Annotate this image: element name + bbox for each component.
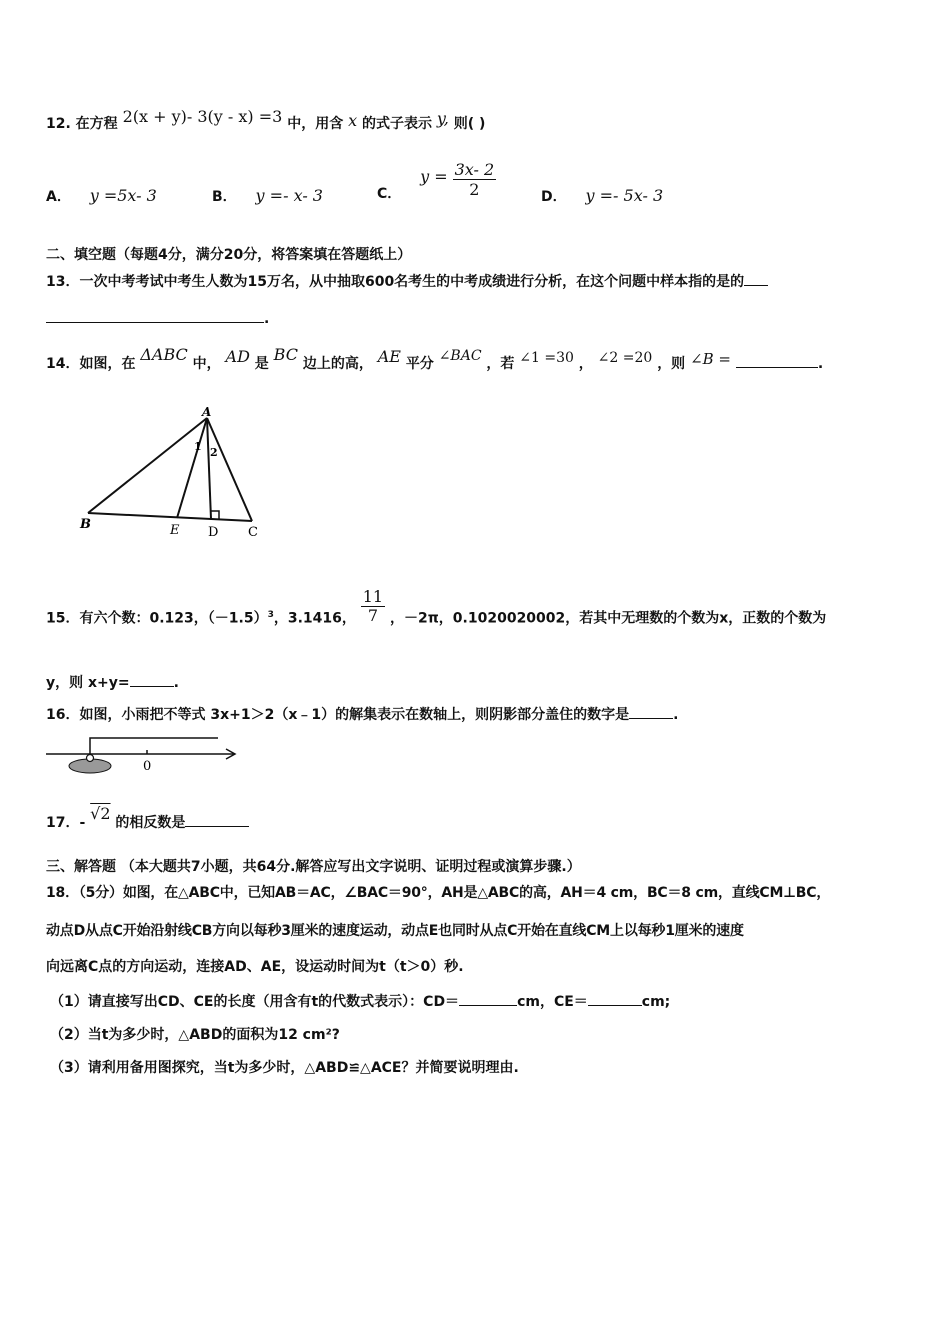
label-c: C — [248, 525, 258, 540]
label-e: E — [170, 523, 180, 538]
q18-sub2: （2）当t为多少时，△ABD的面积为12 cm²? — [50, 1027, 340, 1043]
segment-ad — [207, 418, 211, 519]
q13-answer-blank-1 — [744, 285, 768, 286]
q18-sub1: （1）请直接写出CD、CE的长度（用含有t的代数式表示）：CD＝ cm，CE＝ cm; — [50, 994, 671, 1010]
q16-answer-blank — [629, 718, 673, 719]
q13-line1: 13．一次中考考试中考生人数为15万名，从中抽取600名考生的中考成绩进行分析，在这个问题中样本指的是的 — [46, 273, 768, 291]
q17-answer-blank — [185, 826, 249, 827]
q15-fraction: $\frac{11}{7}$ — [362, 587, 384, 625]
label-angle-2: 2 — [210, 446, 218, 459]
q18-sub3: （3）请利用备用图探究，当t为多少时，△ABD≌△ACE？并简要说明理由. — [50, 1060, 519, 1076]
q14-triangle-figure — [70, 402, 280, 552]
side-bc — [88, 513, 252, 521]
q14-answer-blank — [736, 367, 818, 368]
q12-option-a: A． y =5x- 3 — [46, 186, 157, 205]
q18-line2: 动点D从点C开始沿射线CB方向以每秒3厘米的速度运动，动点E也同时从点C开始在直线CM上以每秒1厘米的速度 — [46, 923, 744, 939]
q12-option-c: C． y = $\frac{3x- 2}{2}$ — [377, 160, 495, 202]
q13-line2: . — [46, 310, 269, 328]
label-b: B — [80, 517, 91, 532]
side-ac — [207, 418, 252, 521]
side-ab — [88, 418, 207, 513]
q12-stem: 12. 在方程 2(x + y)- 3(y - x) =3 中，用含 x 的式子表示 y, 则( ) — [46, 107, 486, 132]
q18-line1: 18．（5分）如图，在△ABC中，已知AB＝AC，∠BAC＝90°，AH是△ABC的高，AH＝4 cm，BC＝8 cm，直线CM⊥BC， — [46, 885, 831, 901]
q12-option-c-fraction: $\frac{3x- 2}{2}$ — [454, 160, 495, 199]
q17-radical: √2 — [90, 804, 111, 823]
q18-ce-blank — [588, 1005, 642, 1006]
q17-stem: 17．- √2 的相反数是 — [46, 813, 249, 832]
q12-equation: 2(x + y)- 3(y - x) =3 — [122, 107, 283, 126]
right-angle-mark — [211, 511, 219, 519]
endpoint-circle — [87, 755, 94, 762]
label-a: A — [202, 405, 212, 419]
section2-heading: 二、填空题（每题4分，满分20分，将答案填在答题纸上） — [46, 247, 412, 263]
axis-label-zero: 0 — [143, 759, 152, 774]
q16-number-line — [40, 734, 245, 776]
q12-option-b: B． y =- x- 3 — [212, 186, 323, 205]
q15-line1: 15．有六个数：0.123，$(-1.5)^3$，3.1416， $\frac{11}{7}$ ，－2π，0.1020020002，若其中无理数的个数为x，正数的个数为 — [46, 587, 827, 627]
q18-cd-blank — [459, 1005, 517, 1006]
section3-heading: 三、解答题 （本大题共7小题，共64分.解答应写出文字说明、证明过程或演算步骤.） — [46, 859, 581, 875]
q15-answer-blank — [130, 686, 174, 687]
q14-stem: 14．如图，在 ΔABC 中， AD 是 BC 边上的高， AE 平分 ∠BAC ，若 ∠1 =30 ， ∠2 =20 ，则 ∠B = . — [46, 345, 824, 372]
q15-line2: y，则 x+y= . — [46, 675, 179, 691]
label-d: D — [208, 525, 219, 540]
label-angle-1: 1 — [194, 440, 202, 453]
q13-answer-blank-2 — [46, 322, 264, 323]
q12-option-d: D． y =- 5x- 3 — [541, 186, 664, 205]
q18-line3: 向远离C点的方向运动，连接AD、AE，设运动时间为t（t＞0）秒. — [46, 959, 464, 975]
q16-stem: 16．如图，小雨把不等式 3x+1＞2（x﹣1）的解集表示在数轴上，则阴影部分盖住的数字是 . — [46, 707, 679, 723]
segment-ae — [177, 418, 207, 518]
